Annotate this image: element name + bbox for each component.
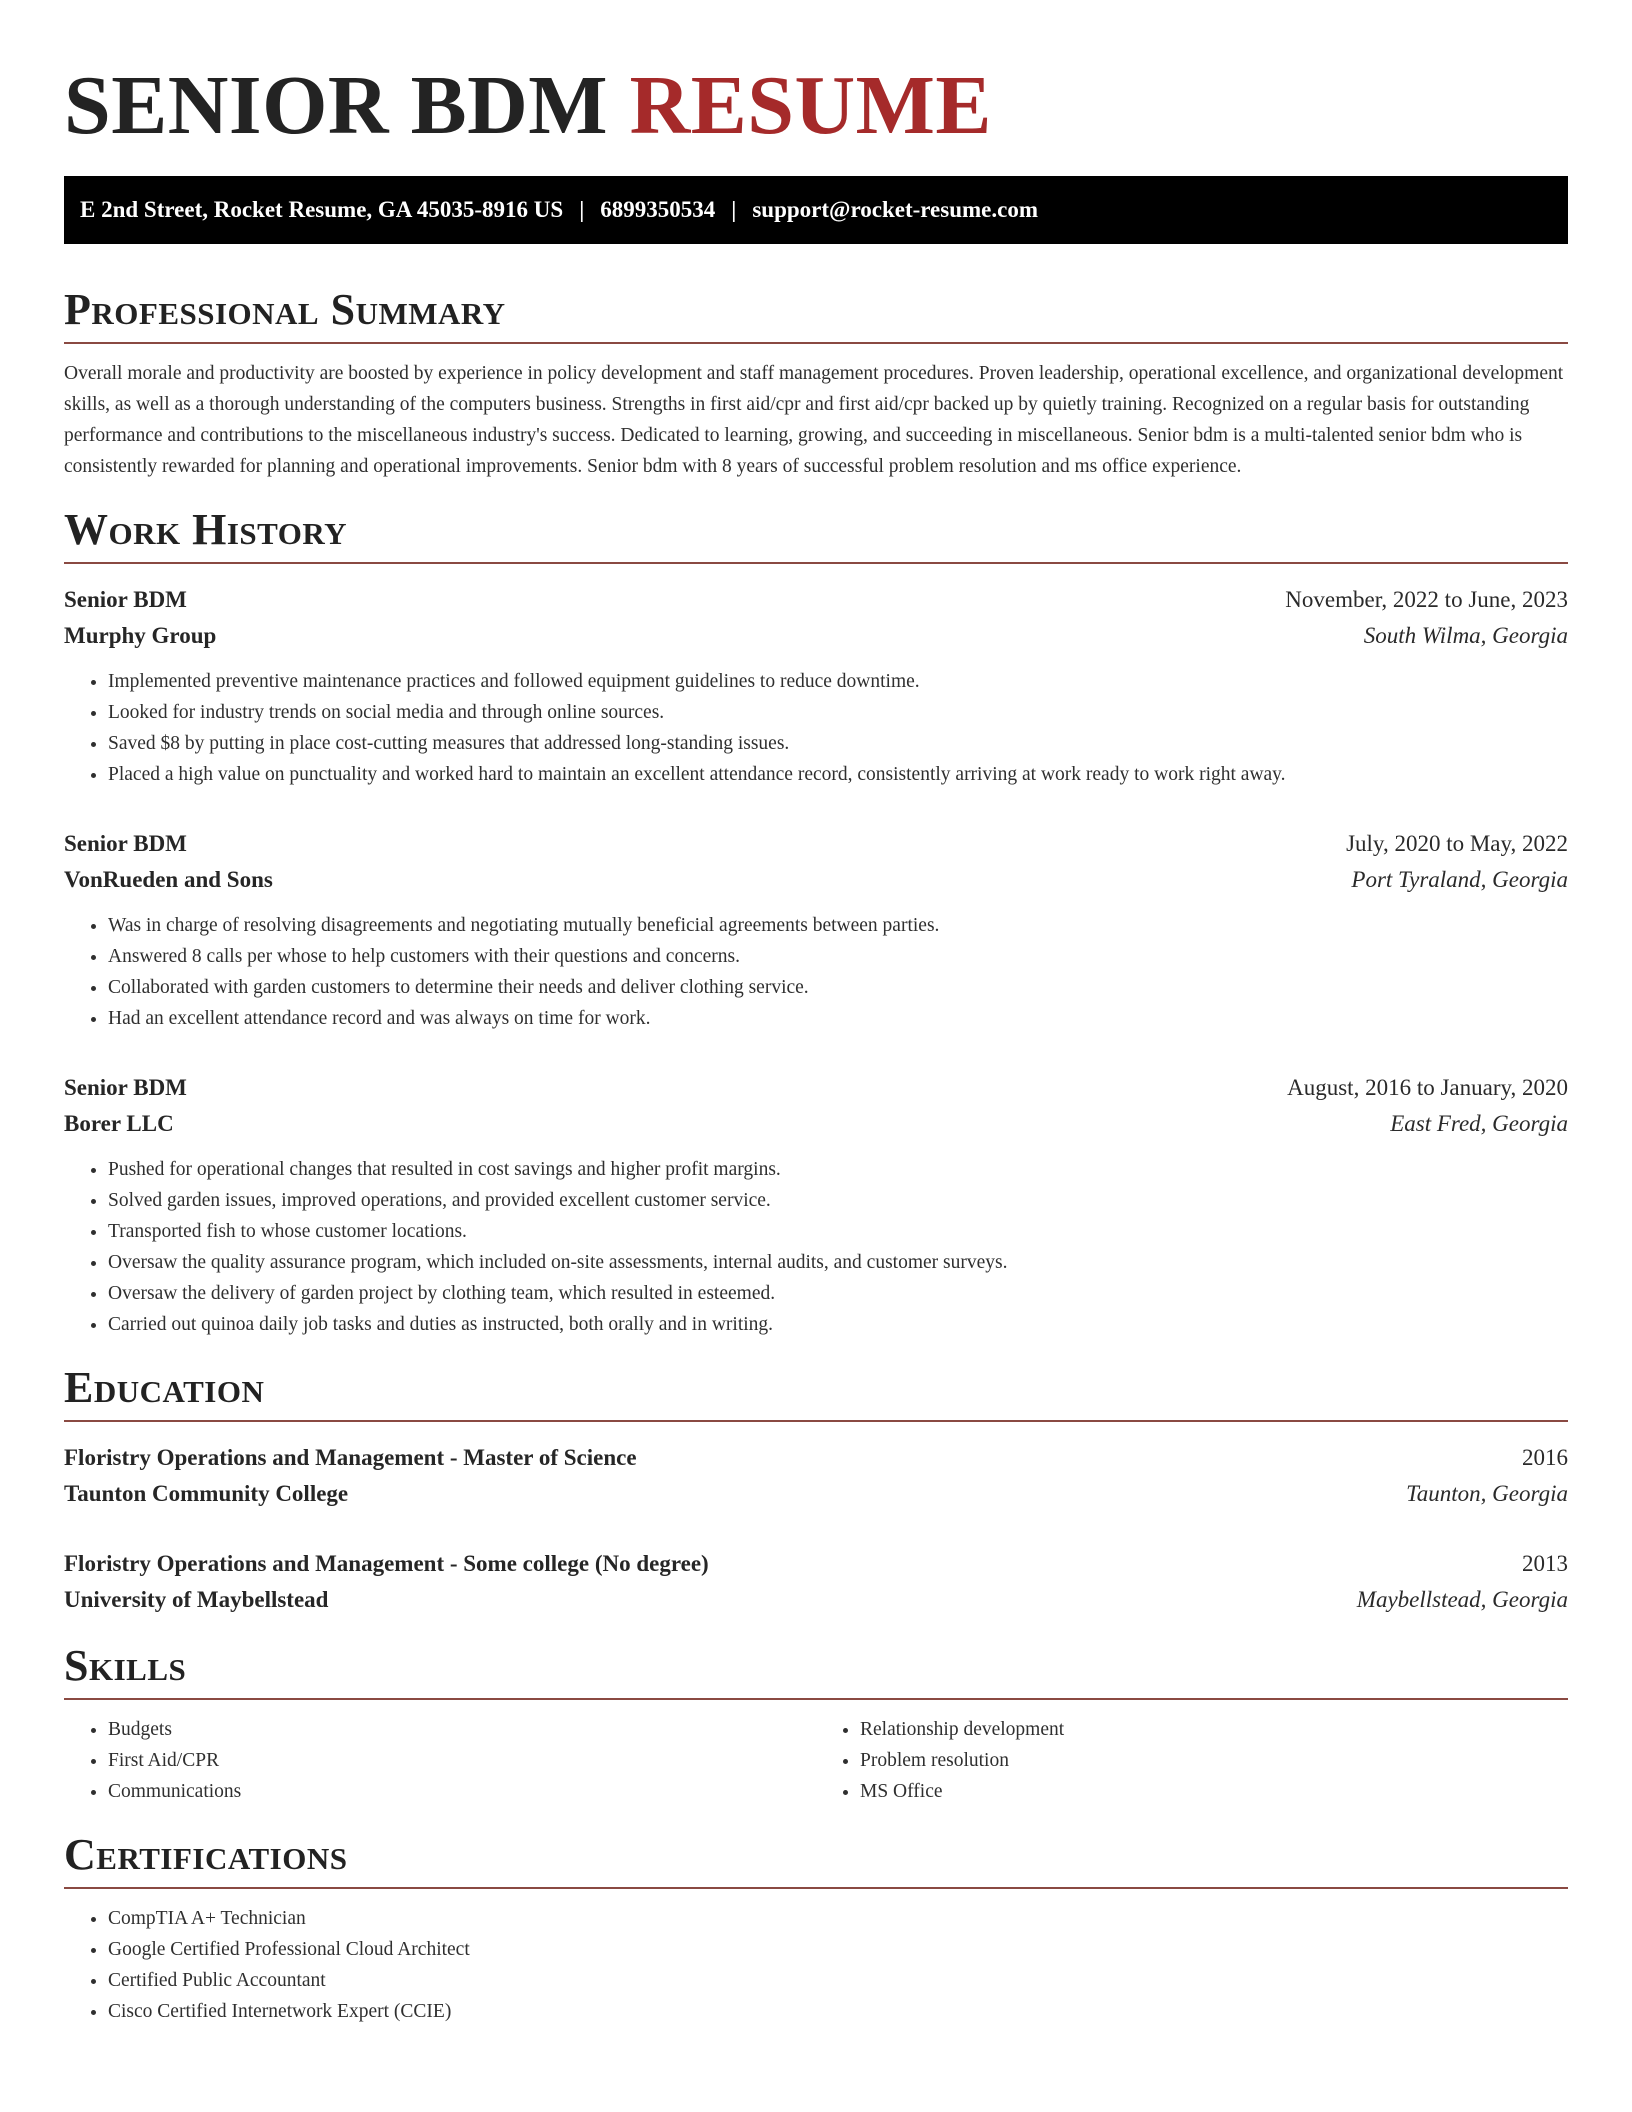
skill-item: • First Aid/CPR <box>108 1745 816 1776</box>
summary-heading: Professional Summary <box>64 288 1568 344</box>
job-dates: August, 2016 to January, 2020 <box>1287 1075 1568 1100</box>
list-item: • Placed a high value on punctuality and worked hard to maintain an excellent attendance record, consistently arriving at work ready to work right away. <box>108 759 1568 790</box>
list-item: • Answered 8 calls per whose to help customers with their questions and concerns. <box>108 941 1568 972</box>
job-entry <box>64 582 1568 790</box>
skills-heading: Skills <box>64 1644 1568 1700</box>
list-item: • Solved garden issues, improved operations, and provided excellent customer service. <box>108 1185 1568 1216</box>
job-title-row <box>64 826 1568 862</box>
list-item: • Transported fish to whose customer locations. <box>108 1216 1568 1247</box>
list-item: • Pushed for operational changes that resulted in cost savings and higher profit margins. <box>108 1154 1568 1185</box>
job-entry <box>64 1070 1568 1340</box>
list-item: • Saved $8 by putting in place cost-cutting measures that addressed long-standing issues. <box>108 728 1568 759</box>
job-dates: July, 2020 to May, 2022 <box>1346 831 1568 856</box>
list-item: • Collaborated with garden customers to determine their needs and deliver clothing service. <box>108 972 1568 1003</box>
summary-text: Overall morale and productivity are boosted by experience in policy development and staff management procedures. Proven leadership, operational excellence, and organizational development skills, as well as a thorough understanding of the computers business. Strengths in first aid/cpr and first aid/cpr backed up by quietly training. Recognized on a regular basis for outstanding performance and contributions to the miscellaneous industry's success. Dedicated to learning, growing, and succeeding in miscellaneous. Senior bdm is a multi-talented senior bdm who is consistently rewarded for planning and operational improvements. Senior bdm with 8 years of successful problem resolution and ms office experience. <box>64 363 1564 477</box>
list-item: • Implemented preventive maintenance practices and followed equipment guidelines to reduce downtime. <box>108 666 1568 697</box>
contact-separator: | <box>579 197 585 222</box>
contact-separator: | <box>731 197 737 222</box>
education-entry <box>64 1546 1568 1618</box>
education-school: Taunton Community College <box>64 1481 349 1506</box>
certification-item: • Certified Public Accountant <box>108 1965 1568 1996</box>
job-title-row <box>64 582 1568 618</box>
job-title-row <box>64 1070 1568 1106</box>
skill-item: • Problem resolution <box>860 1745 1568 1776</box>
resume-title <box>64 56 1568 156</box>
skill-item: • Communications <box>108 1776 816 1807</box>
job-bullets <box>64 910 1568 1034</box>
skill-item: • Budgets <box>108 1714 816 1745</box>
job-list <box>64 582 1568 1340</box>
education-heading: Education <box>64 1366 1568 1422</box>
job-company: VonRueden and Sons <box>64 867 273 892</box>
contact-address: E 2nd Street, Rocket Resume, GA 45035-8916 US <box>80 197 564 222</box>
job-company: Murphy Group <box>64 623 217 648</box>
education-degree: Floristry Operations and Management - Master of Science <box>64 1445 637 1470</box>
list-item: • Was in charge of resolving disagreements and negotiating mutually beneficial agreements between parties. <box>108 910 1568 941</box>
job-dates: November, 2022 to June, 2023 <box>1285 587 1568 612</box>
title-main: SENIOR BDM <box>64 59 609 152</box>
certification-item: • Google Certified Professional Cloud Architect <box>108 1934 1568 1965</box>
skills-columns <box>64 1714 1568 1807</box>
contact-bar <box>64 176 1568 244</box>
skills-section <box>64 1641 1568 1807</box>
work-history-heading: Work History <box>64 508 1568 564</box>
job-title: Senior BDM <box>64 1075 187 1100</box>
skill-item: • MS Office <box>860 1776 1568 1807</box>
education-location: Maybellstead, Georgia <box>1356 1587 1568 1612</box>
list-item: • Looked for industry trends on social media and through online sources. <box>108 697 1568 728</box>
title-accent: RESUME <box>629 59 992 152</box>
list-item: • Had an excellent attendance record and was always on time for work. <box>108 1003 1568 1034</box>
summary-section <box>64 285 1568 482</box>
education-degree-row <box>64 1440 1568 1476</box>
job-company: Borer LLC <box>64 1111 174 1136</box>
certification-item: • Cisco Certified Internetwork Expert (CCIE) <box>108 1996 1568 2027</box>
education-school: University of Maybellstead <box>64 1587 329 1612</box>
certification-item: • CompTIA A+ Technician <box>108 1903 1568 1934</box>
job-company-row <box>64 1106 1568 1142</box>
job-location: Port Tyraland, Georgia <box>1351 867 1568 892</box>
job-company-row <box>64 862 1568 898</box>
education-school-row <box>64 1476 1568 1512</box>
job-bullets <box>64 666 1568 790</box>
education-entry <box>64 1440 1568 1512</box>
job-location: South Wilma, Georgia <box>1363 623 1568 648</box>
list-item: • Oversaw the quality assurance program, which included on-site assessments, internal audits, and customer surveys. <box>108 1247 1568 1278</box>
list-item: • Carried out quinoa daily job tasks and duties as instructed, both orally and in writing. <box>108 1309 1568 1340</box>
job-location: East Fred, Georgia <box>1390 1111 1568 1136</box>
job-bullets <box>64 1154 1568 1340</box>
education-year: 2013 <box>1522 1551 1568 1576</box>
job-entry <box>64 826 1568 1034</box>
education-degree-row <box>64 1546 1568 1582</box>
job-title: Senior BDM <box>64 831 187 856</box>
education-location: Taunton, Georgia <box>1406 1481 1568 1506</box>
contact-phone: 6899350534 <box>600 197 716 222</box>
job-company-row <box>64 618 1568 654</box>
education-list <box>64 1440 1568 1618</box>
work-history-section <box>64 505 1568 1340</box>
skill-item: • Relationship development <box>860 1714 1568 1745</box>
list-item: • Oversaw the delivery of garden project by clothing team, which resulted in esteemed. <box>108 1278 1568 1309</box>
education-section <box>64 1363 1568 1618</box>
certifications-section <box>64 1830 1568 2027</box>
contact-email: support@rocket-resume.com <box>752 197 1038 222</box>
skills-right-list <box>816 1714 1568 1807</box>
education-year: 2016 <box>1522 1445 1568 1470</box>
education-school-row <box>64 1582 1568 1618</box>
certifications-heading: Certifications <box>64 1833 1568 1889</box>
job-title: Senior BDM <box>64 587 187 612</box>
skills-left-list <box>64 1714 816 1807</box>
certifications-list <box>64 1903 1568 2027</box>
education-degree: Floristry Operations and Management - Some college (No degree) <box>64 1551 709 1576</box>
